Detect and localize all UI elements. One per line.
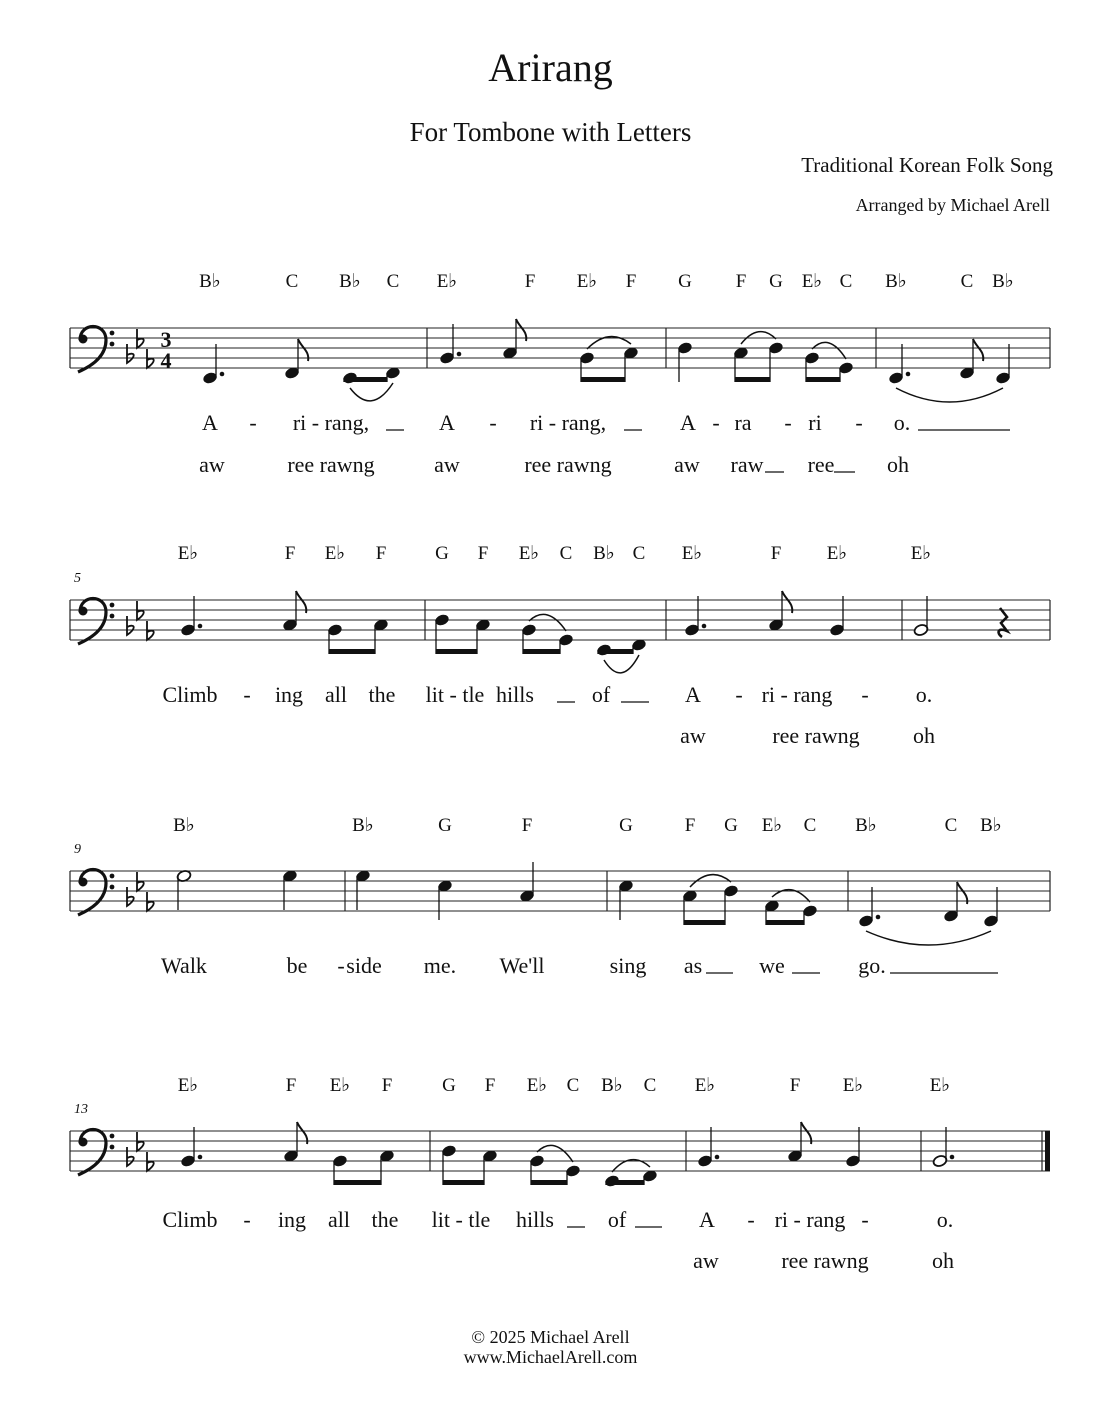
pronunciation-syllable: aw — [199, 452, 225, 477]
chord-symbol: E♭ — [910, 543, 932, 564]
chord-symbol: B♭ — [173, 815, 195, 836]
lyric-syllable: - — [489, 410, 497, 435]
chord-symbol: B♭ — [593, 543, 615, 564]
augmentation-dot — [876, 915, 881, 920]
chord-symbol: G — [619, 815, 633, 836]
measure-number: 13 — [74, 1102, 88, 1117]
slur — [350, 383, 393, 401]
chord-symbol: B♭ — [199, 271, 221, 292]
lyric-syllable: go. — [858, 953, 886, 978]
note-beam — [443, 1180, 484, 1185]
chord-symbol: E♭ — [177, 543, 199, 564]
bass-clef-dot — [79, 335, 88, 344]
composer-credit: Traditional Korean Folk Song — [801, 153, 1053, 177]
pronunciation-syllable: aw — [680, 723, 706, 748]
lyric-syllable: - — [855, 410, 863, 435]
lyric-syllable: ri - rang — [774, 1207, 846, 1232]
note-beam — [606, 1180, 644, 1185]
chord-symbol: F — [285, 1075, 297, 1096]
chord-symbol: F — [484, 1075, 496, 1096]
lyric-syllable: side — [346, 953, 382, 978]
chord-symbol: G — [442, 1075, 456, 1096]
lyric-syllable: sing — [609, 953, 647, 978]
lyric-syllable: - — [243, 682, 251, 707]
measure-number: 5 — [74, 571, 81, 586]
bass-clef — [78, 327, 106, 373]
lyric-syllable: hills — [516, 1207, 554, 1232]
lyric-syllable: the — [368, 682, 396, 707]
augmentation-dot — [198, 1155, 203, 1160]
chord-symbol: F — [735, 271, 747, 292]
note-beam — [581, 377, 625, 382]
note-beam — [598, 649, 633, 654]
pronunciation-syllable: raw — [730, 452, 764, 477]
chord-symbol: B♭ — [992, 271, 1014, 292]
chord-symbol: B♭ — [339, 271, 361, 292]
song-subtitle: For Tombone with Letters — [409, 117, 692, 147]
pronunciation-syllable: aw — [693, 1248, 719, 1273]
bass-clef — [78, 599, 106, 645]
chord-symbol: C — [632, 543, 646, 564]
website-link[interactable]: www.MichaelArell.com — [463, 1347, 638, 1367]
lyric-syllable: - — [861, 1207, 869, 1232]
footer — [0, 1327, 1101, 1367]
lyric-syllable: o. — [893, 410, 911, 435]
lyric-syllable: ra — [734, 410, 752, 435]
augmentation-dot — [220, 372, 225, 377]
measure-number: 9 — [74, 842, 81, 857]
slur — [896, 388, 1003, 402]
bass-clef-upper-dot — [110, 874, 115, 879]
chord-symbol: B♭ — [980, 815, 1002, 836]
pronunciation-syllable: oh — [887, 452, 909, 477]
lyric-syllable: o. — [915, 682, 933, 707]
key-flat — [127, 344, 134, 363]
note-beam — [334, 1180, 381, 1185]
lyric-syllable: A — [439, 410, 455, 435]
bass-clef-lower-dot — [110, 614, 115, 619]
augmentation-dot — [198, 624, 203, 629]
lyric-syllable: We'll — [499, 953, 545, 978]
chord-symbol: B♭ — [885, 271, 907, 292]
lyric-syllable: - — [861, 682, 869, 707]
lyric-syllable: we — [759, 953, 785, 978]
lyric-syllable: Climb — [162, 682, 218, 707]
chord-symbol: G — [435, 543, 449, 564]
chord-symbol: E♭ — [436, 271, 458, 292]
time-signature-bottom: 4 — [160, 348, 172, 373]
lyric-syllable: A — [680, 410, 696, 435]
lyric-syllable: - — [337, 953, 345, 978]
lyric-syllable: Walk — [161, 953, 207, 978]
note-beam — [735, 377, 770, 382]
chord-symbol: C — [285, 271, 299, 292]
lyric-syllable: be — [286, 953, 308, 978]
note-beam — [806, 377, 840, 382]
chord-symbol: C — [803, 815, 817, 836]
chord-symbol: C — [643, 1075, 657, 1096]
pronunciation-syllable: ree rawng — [287, 452, 375, 477]
lyric-syllable: hills — [496, 682, 534, 707]
bass-clef-dot — [79, 607, 88, 616]
chord-symbol: B♭ — [352, 815, 374, 836]
chord-symbol: E♭ — [681, 543, 703, 564]
staff-system — [70, 1075, 1050, 1273]
lyric-syllable: ing — [274, 682, 304, 707]
song-title: Arirang — [488, 45, 613, 90]
lyric-syllable: o. — [936, 1207, 954, 1232]
lyric-syllable: A — [202, 410, 218, 435]
chord-symbol: F — [375, 543, 387, 564]
chord-symbol: F — [284, 543, 296, 564]
bass-clef-lower-dot — [110, 342, 115, 347]
lyric-syllable: lit - tle — [425, 682, 485, 707]
lyric-syllable: - — [243, 1207, 251, 1232]
lyric-syllable: me. — [423, 953, 457, 978]
chord-symbol: F — [524, 271, 536, 292]
chord-symbol: B♭ — [855, 815, 877, 836]
lyric-syllable: all — [325, 682, 347, 707]
chord-symbol: E♭ — [842, 1075, 864, 1096]
chord-symbol: E♭ — [329, 1075, 351, 1096]
lyric-syllable: - — [249, 410, 257, 435]
note-beam — [344, 377, 387, 382]
chord-symbol: F — [625, 271, 637, 292]
chord-symbol: C — [559, 543, 573, 564]
chord-symbol: E♭ — [324, 543, 346, 564]
lyric-syllable: ri - rang, — [292, 410, 370, 435]
chord-symbol: C — [839, 271, 853, 292]
lyric-syllable: - — [747, 1207, 755, 1232]
pronunciation-syllable: ree rawng — [524, 452, 612, 477]
lyric-syllable: A — [685, 682, 701, 707]
quarter-rest — [999, 608, 1007, 637]
chord-symbol: F — [381, 1075, 393, 1096]
lyric-syllable: ing — [277, 1207, 307, 1232]
chord-symbol: F — [770, 543, 782, 564]
chord-symbol: F — [789, 1075, 801, 1096]
copyright-notice: © 2025 Michael Arell — [471, 1327, 630, 1347]
lyric-syllable: ri - rang — [761, 682, 833, 707]
pronunciation-syllable: oh — [932, 1248, 954, 1273]
time-signature-top: 3 — [160, 327, 172, 352]
staff-system — [70, 271, 1050, 477]
lyric-syllable: - — [784, 410, 792, 435]
lyric-syllable: all — [328, 1207, 350, 1232]
slur — [866, 931, 991, 945]
chord-symbol: E♭ — [929, 1075, 951, 1096]
staff-system — [70, 543, 1050, 748]
arranger-credit: Arranged by Michael Arell — [855, 195, 1050, 215]
pronunciation-syllable: oh — [913, 723, 935, 748]
chord-symbol: F — [684, 815, 696, 836]
lyric-syllable: the — [371, 1207, 399, 1232]
note-beam — [766, 920, 804, 925]
chord-symbol: E♭ — [694, 1075, 716, 1096]
lyric-syllable: lit - tle — [431, 1207, 491, 1232]
note-beam — [684, 920, 725, 925]
chord-symbol: C — [386, 271, 400, 292]
chord-symbol: E♭ — [518, 543, 540, 564]
chord-symbol: E♭ — [801, 271, 823, 292]
chord-symbol: E♭ — [761, 815, 783, 836]
note-beam — [523, 649, 560, 654]
augmentation-dot — [906, 372, 911, 377]
chord-symbol: E♭ — [177, 1075, 199, 1096]
bass-clef-dot — [79, 1138, 88, 1147]
slur — [604, 655, 639, 673]
chord-symbol: G — [438, 815, 452, 836]
staff-system — [70, 815, 1050, 978]
note-beam — [531, 1180, 567, 1185]
augmentation-dot — [950, 1155, 955, 1160]
bass-clef — [78, 1130, 106, 1176]
bass-clef — [78, 870, 106, 916]
bass-clef-upper-dot — [110, 1134, 115, 1139]
pronunciation-syllable: ree rawng — [781, 1248, 869, 1273]
key-flat — [127, 1147, 134, 1166]
bass-clef-dot — [79, 878, 88, 887]
pronunciation-syllable: ree — [807, 452, 835, 477]
chord-symbol: F — [521, 815, 533, 836]
chord-symbol: E♭ — [826, 543, 848, 564]
pronunciation-syllable: aw — [674, 452, 700, 477]
lyric-syllable: ri - rang, — [529, 410, 607, 435]
chord-symbol: C — [566, 1075, 580, 1096]
bass-clef-upper-dot — [110, 603, 115, 608]
lyric-syllable: - — [735, 682, 743, 707]
augmentation-dot — [457, 352, 462, 357]
chord-symbol: C — [944, 815, 958, 836]
chord-symbol: G — [678, 271, 692, 292]
chord-symbol: C — [960, 271, 974, 292]
chord-symbol: E♭ — [526, 1075, 548, 1096]
chord-symbol: G — [724, 815, 738, 836]
final-barline-thick — [1045, 1131, 1050, 1171]
bass-clef-lower-dot — [110, 885, 115, 890]
lyric-syllable: of — [591, 682, 611, 707]
lyric-syllable: A — [699, 1207, 715, 1232]
key-flat — [127, 616, 134, 635]
bass-clef-upper-dot — [110, 331, 115, 336]
pronunciation-syllable: ree rawng — [772, 723, 860, 748]
note-beam — [436, 649, 477, 654]
lyric-syllable: - — [712, 410, 720, 435]
augmentation-dot — [715, 1155, 720, 1160]
pronunciation-syllable: aw — [434, 452, 460, 477]
chord-symbol: G — [769, 271, 783, 292]
lyric-syllable: ri — [808, 410, 822, 435]
lyric-syllable: of — [607, 1207, 627, 1232]
lyric-syllable: Climb — [162, 1207, 218, 1232]
note-beam — [329, 649, 375, 654]
augmentation-dot — [702, 624, 707, 629]
chord-symbol: F — [477, 543, 489, 564]
key-flat — [127, 887, 134, 906]
bass-clef-lower-dot — [110, 1145, 115, 1150]
lyric-syllable: as — [683, 953, 703, 978]
chord-symbol: B♭ — [601, 1075, 623, 1096]
chord-symbol: E♭ — [576, 271, 598, 292]
